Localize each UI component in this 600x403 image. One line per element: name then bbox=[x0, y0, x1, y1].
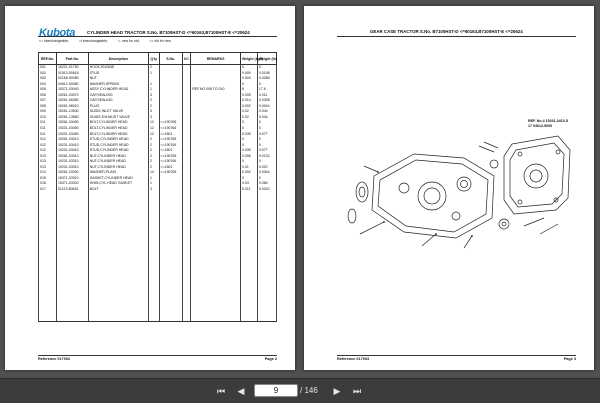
total-pages: / 146 bbox=[300, 386, 318, 395]
table-cell: 013 bbox=[39, 154, 57, 160]
table-cell bbox=[257, 193, 276, 322]
table-cell: 013 bbox=[39, 165, 57, 171]
footer-divider bbox=[337, 355, 576, 356]
table-cell: ASSY CYLINDER HEAD bbox=[88, 87, 148, 93]
page-title: CYLINDER HEAD TRACTOR S.No. B7100HST-D <=60163,B7100HST-E <=20624 bbox=[87, 30, 250, 35]
table-cell: 15261-03370 bbox=[56, 93, 88, 99]
table-header-row bbox=[39, 53, 277, 65]
table-cell: 15261-03450 bbox=[56, 120, 88, 126]
table-cell: 12 bbox=[148, 132, 159, 138]
table-cell: 0.066 bbox=[257, 181, 276, 187]
column-header: I/C bbox=[182, 53, 190, 65]
table-cell: 0.005 bbox=[240, 93, 257, 99]
table-cell: 0 bbox=[240, 126, 257, 132]
column-header: Weight (kg/l) bbox=[240, 53, 257, 65]
table-cell: 012 bbox=[39, 143, 57, 149]
table-cell: 2 bbox=[148, 165, 159, 171]
table-cell: 0.03 bbox=[240, 181, 257, 187]
table-cell: BOLT,CYLINDER HEAD bbox=[88, 126, 148, 132]
table-cell: 0.0044 bbox=[257, 104, 276, 110]
table-cell: 0 bbox=[240, 65, 257, 71]
table-cell: 016 bbox=[39, 181, 57, 187]
gear-case-exploded-diagram bbox=[344, 106, 584, 256]
table-cell: 15261-13560 bbox=[56, 115, 88, 121]
table-cell: 002 bbox=[39, 71, 57, 77]
table-cell: 0.035 bbox=[240, 148, 257, 154]
table-cell: 0 bbox=[257, 82, 276, 88]
table-cell: <=190766 bbox=[159, 143, 182, 149]
table-cell: 0.002 bbox=[240, 170, 257, 176]
table-cell: 0 bbox=[240, 82, 257, 88]
table-cell bbox=[240, 193, 257, 322]
page-number-input[interactable] bbox=[254, 384, 298, 397]
table-cell: WASHER,PLAIN bbox=[88, 170, 148, 176]
table-cell: 3 bbox=[148, 93, 159, 99]
table-cell: 0 bbox=[257, 65, 276, 71]
table-cell bbox=[148, 193, 159, 322]
table-cell: 006 bbox=[39, 93, 57, 99]
table-cell: 19231-03450 bbox=[56, 132, 88, 138]
table-cell: <=1801 bbox=[159, 148, 182, 154]
table-cell: GUIDE,INLET VALVE bbox=[88, 109, 148, 115]
table-cell: 12 bbox=[148, 120, 159, 126]
table-cell: 0 bbox=[257, 137, 276, 143]
table-cell: 12 bbox=[148, 126, 159, 132]
table-cell: 15371-03310 bbox=[56, 176, 88, 182]
table-cell: BOLT,CYLINDER HEAD bbox=[88, 120, 148, 126]
table-cell: 015 bbox=[39, 176, 57, 182]
first-page-icon[interactable]: ⏮ bbox=[216, 386, 226, 396]
table-cell: 3 bbox=[148, 115, 159, 121]
table-cell: 0 bbox=[240, 120, 257, 126]
table-cell: 0.006 bbox=[240, 154, 257, 160]
table-cell: 2 bbox=[148, 148, 159, 154]
table-cell: STUD,CYLINDER HEAD bbox=[88, 143, 148, 149]
table-cell: 17.6 bbox=[257, 87, 276, 93]
left-page bbox=[5, 6, 295, 370]
table-cell: GASKET,CYLINDER HEAD bbox=[88, 176, 148, 182]
table-cell: 0 bbox=[257, 176, 276, 182]
table-cell: 15261-13540 bbox=[56, 109, 88, 115]
table-cell: <=190765 bbox=[159, 154, 182, 160]
table-cell bbox=[191, 193, 241, 322]
table-cell: <=190766 bbox=[159, 159, 182, 165]
table-cell: 19231-03450 bbox=[56, 126, 88, 132]
table-cell: HOOK,ENGINE bbox=[88, 65, 148, 71]
table-cell: 012 bbox=[39, 148, 57, 154]
table-cell: 0.02 bbox=[240, 109, 257, 115]
table-cell: 0.0044 bbox=[257, 170, 276, 176]
table-cell: 0.0242 bbox=[257, 187, 276, 193]
table-cell: 003 bbox=[39, 76, 57, 82]
table-cell: 15261-96360 bbox=[56, 98, 88, 104]
table-cell: 8 bbox=[240, 87, 257, 93]
table-cell: 0 bbox=[257, 159, 276, 165]
table-cell: 0.011 bbox=[240, 187, 257, 193]
table-cell: PLUG bbox=[88, 104, 148, 110]
table-cell: 15261-03410 bbox=[56, 137, 88, 143]
table-cell: 0 bbox=[240, 137, 257, 143]
table-cell: 15261-96010 bbox=[56, 104, 88, 110]
table-cell: 013 bbox=[39, 159, 57, 165]
footer-divider bbox=[38, 355, 277, 356]
column-header: Description bbox=[88, 53, 148, 65]
table-cell: 0.011 bbox=[257, 93, 276, 99]
last-page-icon[interactable]: ⏭ bbox=[352, 386, 362, 396]
table-cell: 014 bbox=[39, 170, 57, 176]
table-cell: STUD bbox=[88, 71, 148, 77]
right-page bbox=[304, 6, 594, 370]
reference-note bbox=[528, 119, 568, 128]
table-cell: 1 bbox=[148, 82, 159, 88]
table-cell: CAP,SEALING bbox=[88, 98, 148, 104]
table-cell: BOLT,CYLINDER HEAD bbox=[88, 132, 148, 138]
table-cell: 005 bbox=[39, 87, 57, 93]
table-cell: 04512-50080 bbox=[56, 82, 88, 88]
reference-number: Reference 017002 bbox=[38, 357, 71, 361]
page-number: Page 3 bbox=[563, 357, 576, 361]
table-cell: 0 bbox=[257, 120, 276, 126]
reference-note-line: REF. No.4 15261-0410-5 bbox=[528, 119, 568, 123]
table-cell: 0.014 bbox=[240, 98, 257, 104]
table-cell: STUD,CYLINDER HEAD bbox=[88, 137, 148, 143]
legend-item: <- new for old; bbox=[117, 39, 140, 43]
table-cell: 2 bbox=[148, 137, 159, 143]
table-cell: 2 bbox=[148, 65, 159, 71]
table-cell: 2 bbox=[148, 159, 159, 165]
legend bbox=[39, 39, 289, 44]
table-cell: 0 bbox=[240, 159, 257, 165]
table-cell: 0 bbox=[240, 143, 257, 149]
table-cell: 0.004 bbox=[240, 76, 257, 82]
table-cell: 2 bbox=[148, 104, 159, 110]
table-cell: 017 bbox=[39, 187, 57, 193]
table-cell: 1 bbox=[148, 181, 159, 187]
table-cell: 011 bbox=[39, 132, 57, 138]
table-cell: 15371-03320 bbox=[56, 181, 88, 187]
table-cell: STUD,CYLINDER HEAD bbox=[88, 148, 148, 154]
table-cell: 0.0088 bbox=[257, 76, 276, 82]
table-cell bbox=[56, 193, 88, 322]
table-cell: NUT bbox=[88, 76, 148, 82]
legend-item: <= interchangeable; bbox=[39, 39, 69, 43]
table-cell: 0.0198 bbox=[257, 71, 276, 77]
page-title: GEAR CASE TRACTOR S.No. B7100HST-D <=60163,B7100HST-E <=20624 bbox=[370, 29, 523, 34]
table-cell: 02156-50080 bbox=[56, 76, 88, 82]
table-cell: WASHER,SPRING bbox=[88, 82, 148, 88]
table-cell: 1 bbox=[148, 176, 159, 182]
table-cell: 0.077 bbox=[257, 132, 276, 138]
legend-item: => old for new bbox=[149, 39, 171, 43]
table-cell: 15261-03300 bbox=[56, 170, 88, 176]
table-cell: 3 bbox=[148, 109, 159, 115]
legend-item: =I interchangeable; bbox=[78, 39, 108, 43]
table-cell: 0.009 bbox=[240, 71, 257, 77]
table-cell: 0 bbox=[257, 143, 276, 149]
table-cell: 01123-50816 bbox=[56, 187, 88, 193]
table-cell bbox=[159, 193, 182, 322]
table-cell: 19231-03410 bbox=[56, 148, 88, 154]
table-cell: 19231-03310 bbox=[56, 165, 88, 171]
table-cell: 19231-03410 bbox=[56, 143, 88, 149]
table-cell: NUT,CYLINDER HEAD bbox=[88, 159, 148, 165]
table-cell: GUIDE,EXHAUST VALVE bbox=[88, 115, 148, 121]
table-cell: 011 bbox=[39, 120, 57, 126]
table-cell bbox=[88, 193, 148, 322]
table-cell: 19231-03310 bbox=[56, 159, 88, 165]
page-number: Page 2 bbox=[264, 357, 277, 361]
parts-table bbox=[38, 52, 277, 322]
table-cell: 0.022 bbox=[257, 165, 276, 171]
table-cell: 0.044 bbox=[257, 115, 276, 121]
table-cell bbox=[39, 193, 57, 322]
previous-page-icon[interactable]: ◀ bbox=[237, 386, 245, 396]
table-cell: 0.02 bbox=[240, 115, 257, 121]
viewer-toolbar bbox=[0, 378, 600, 403]
table-cell: 008 bbox=[39, 104, 57, 110]
next-page-icon[interactable]: ▶ bbox=[333, 386, 341, 396]
column-header: REF.No. bbox=[39, 53, 57, 65]
table-cell: 2 bbox=[148, 98, 159, 104]
table-cell: NUT,CYLINDER HEAD bbox=[88, 165, 148, 171]
column-header: Q'ty bbox=[148, 53, 159, 65]
table-cell: <=190765 bbox=[159, 137, 182, 143]
table-cell: 1 bbox=[148, 87, 159, 93]
column-header: REMARKS bbox=[191, 53, 241, 65]
table-cell: 1 bbox=[148, 71, 159, 77]
table-cell: 004 bbox=[39, 82, 57, 88]
table-cell: 011 bbox=[39, 126, 57, 132]
table-cell: 001 bbox=[39, 65, 57, 71]
table-cell: 0.035 bbox=[240, 132, 257, 138]
table-cell: 0.002 bbox=[240, 104, 257, 110]
table-cell: <=190765 bbox=[159, 120, 182, 126]
reference-note-line: 17 04612-5000 bbox=[528, 123, 553, 128]
table-cell: 0 bbox=[257, 126, 276, 132]
table-cell: <=1801 bbox=[159, 132, 182, 138]
table-cell: 15261-03310 bbox=[56, 154, 88, 160]
table-cell: 0.077 bbox=[257, 148, 276, 154]
reference-number: Reference 017003 bbox=[337, 357, 370, 361]
table-cell: BOLT bbox=[88, 187, 148, 193]
table-cell: 15371-03040 bbox=[56, 87, 88, 93]
table-cell: 012 bbox=[39, 137, 57, 143]
table-cell: CAP,SEALING bbox=[88, 93, 148, 99]
table-cell: 0 bbox=[240, 176, 257, 182]
table-cell: 14 bbox=[148, 170, 159, 176]
table-cell: <=190765 bbox=[159, 170, 182, 176]
table-cell: 007 bbox=[39, 98, 57, 104]
table-cell: <=190766 bbox=[159, 126, 182, 132]
table-cell: REF.NO.006 TO 010 bbox=[191, 87, 241, 93]
table-cell: 01513-50616 bbox=[56, 71, 88, 77]
table-cell: 0.01 bbox=[240, 165, 257, 171]
table-cell: 3 bbox=[148, 187, 159, 193]
table-cell: 0.044 bbox=[257, 109, 276, 115]
table-cell: 0.0132 bbox=[257, 154, 276, 160]
table-cell: NUT,CYLINDER HEAD bbox=[88, 154, 148, 160]
header-divider bbox=[38, 36, 277, 37]
table-empty-area bbox=[39, 193, 277, 322]
table-cell: 2 bbox=[148, 143, 159, 149]
table-cell: 0.0308 bbox=[257, 98, 276, 104]
column-header: Part No. bbox=[56, 53, 88, 65]
table-cell: SHIM,CYL.HEAD GASKET bbox=[88, 181, 148, 187]
column-header: Weight (lb) bbox=[257, 53, 276, 65]
column-header: S.No. bbox=[159, 53, 182, 65]
table-cell: 010 bbox=[39, 115, 57, 121]
header-divider bbox=[337, 36, 576, 37]
table-cell: <=1801 bbox=[159, 165, 182, 171]
table-cell: 15221-01750 bbox=[56, 65, 88, 71]
table-cell: 009 bbox=[39, 109, 57, 115]
table-cell: 2 bbox=[148, 154, 159, 160]
table-cell bbox=[182, 193, 190, 322]
kubota-logo: Kubota bbox=[39, 27, 76, 39]
